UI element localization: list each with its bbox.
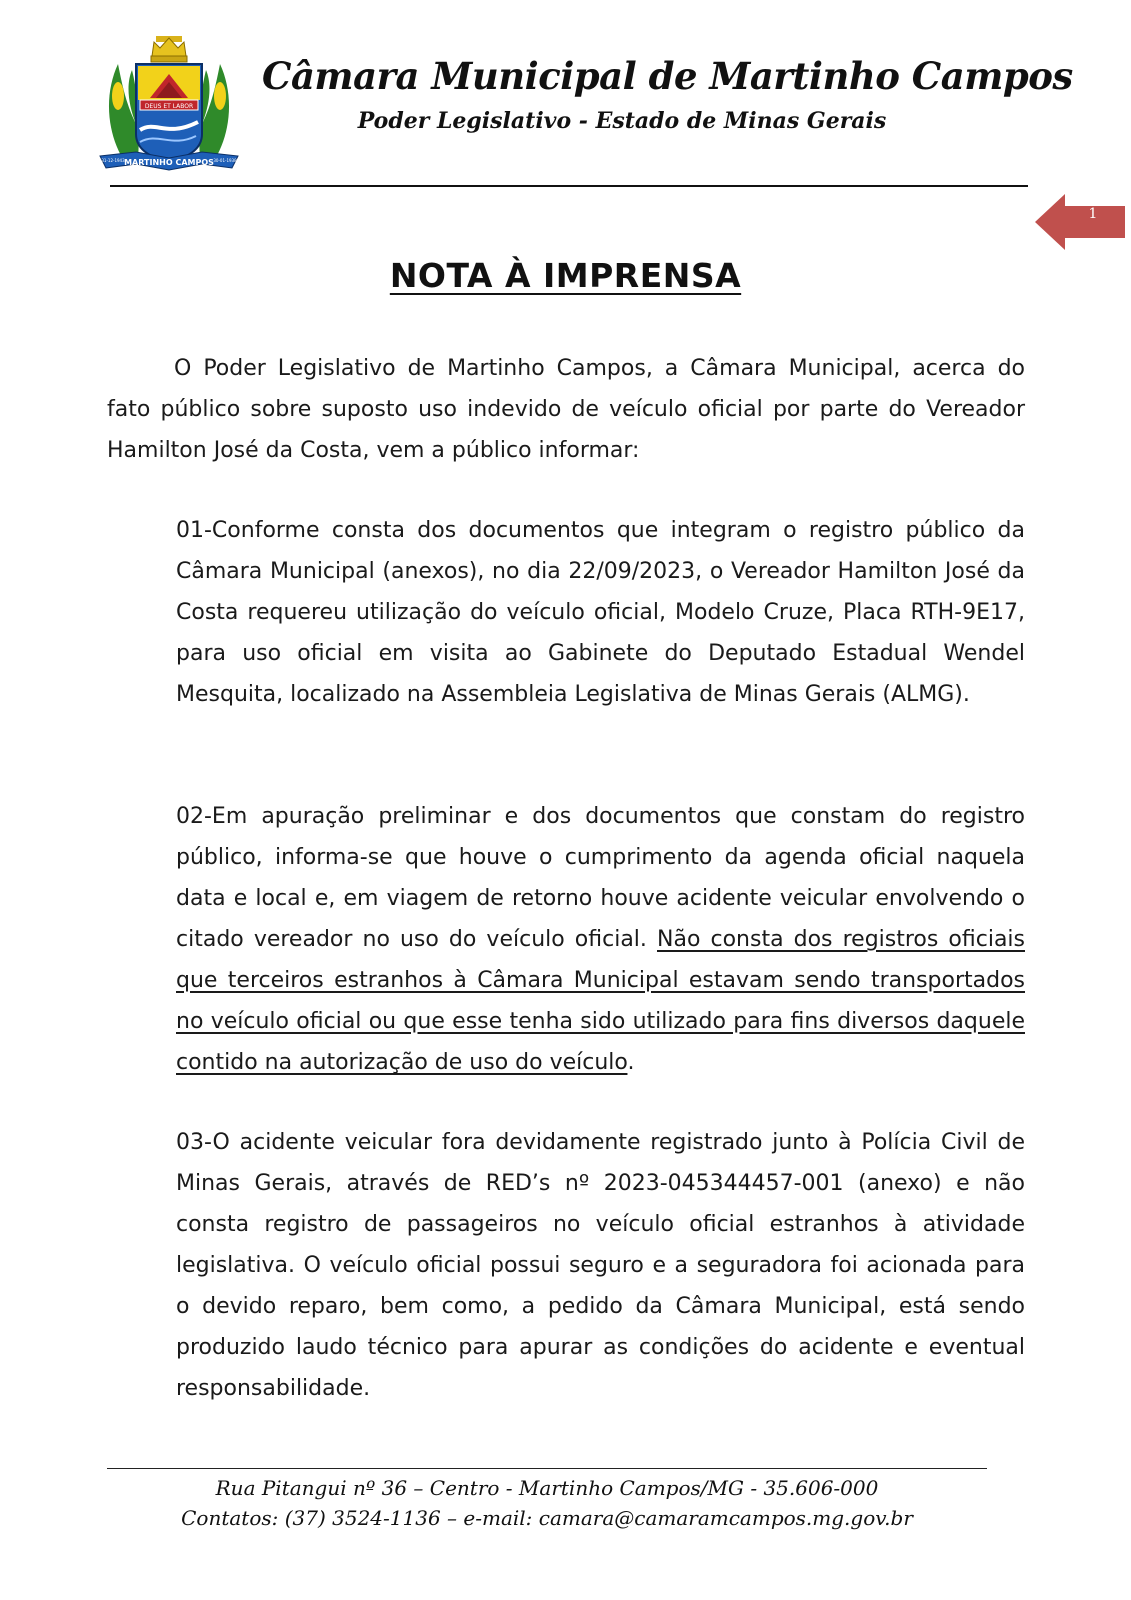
svg-text:30-01-1938: 30-01-1938 bbox=[213, 158, 237, 163]
municipal-coat-of-arms-icon bbox=[96, 34, 242, 176]
intro-paragraph: O Poder Legislativo de Martinho Campos, a Câmara Municipal, acerca do fato público sobre suposto uso indevido de veículo oficial por parte do Vereador Hamilton José da Costa, vem a público informar: bbox=[107, 356, 1025, 463]
svg-text:DEUS ET LABOR: DEUS ET LABOR bbox=[144, 103, 194, 110]
footer-address: Rua Pitangui nº 36 – Centro - Martinho Campos/MG - 35.606-000 bbox=[215, 1476, 879, 1500]
footer-divider bbox=[107, 1468, 987, 1469]
item-03-paragraph: 03-O acidente veicular fora devidamente registrado junto à Polícia Civil de Minas Gerais, através de RED’s nº 2023-045344457-001 (anexo) e não consta registro de passageiros no veículo oficial estranhos à atividade legislativa. O veículo oficial possui seguro e a seguradora foi acionada para o devido reparo, bem como, a pedido da Câmara Municipal, está sendo produzido laudo técnico para apurar as condições do acidente e eventual responsabilidade. bbox=[176, 1130, 1025, 1401]
item-02-underlined-text: Não consta dos registros oficiais que terceiros estranhos à Câmara Municipal estavam sendo transportados no veículo oficial ou que esse tenha sido utilizado para fins diversos daquele contido na autorização de uso do veículo bbox=[176, 927, 1025, 1075]
item-01-paragraph: 01-Conforme consta dos documentos que integram o registro público da Câmara Municipal (anexos), no dia 22/09/2023, o Vereador Hamilton José da Costa requereu utilização do veículo oficial, Modelo Cruze, Placa RTH-9E17, para uso oficial em visita ao Gabinete do Deputado Estadual Wendel Mesquita, localizado na Assembleia Legislativa de Minas Gerais (ALMG). bbox=[176, 518, 1025, 707]
item-02-end: . bbox=[627, 1050, 635, 1075]
chamber-subtitle: Poder Legislativo - Estado de Minas Gerais bbox=[357, 108, 887, 134]
item-02-text: 02-Em apuração preliminar e dos documentos que constam do registro público, informa-se que houve o cumprimento da agenda oficial naquela data e local e, em viagem de retorno houve acidente veicular envolvendo o citado vereador no uso do veículo oficial. bbox=[176, 804, 1025, 952]
footer-contacts: Contatos: (37) 3524-1136 – e-mail: camara@camaramcampos.mg.gov.br bbox=[181, 1506, 913, 1530]
svg-text:31-12-1943: 31-12-1943 bbox=[101, 158, 125, 163]
item-02-paragraph bbox=[176, 796, 1025, 1083]
header-divider bbox=[110, 185, 1028, 187]
page-number-badge bbox=[1035, 192, 1127, 252]
page-number: 1 bbox=[1088, 206, 1098, 222]
chamber-name: Câmara Municipal de Martinho Campos bbox=[262, 54, 1073, 98]
document-title-text: NOTA À IMPRENSA bbox=[389, 256, 742, 295]
svg-text:MARTINHO CAMPOS: MARTINHO CAMPOS bbox=[124, 158, 214, 167]
document-title bbox=[0, 256, 1131, 295]
